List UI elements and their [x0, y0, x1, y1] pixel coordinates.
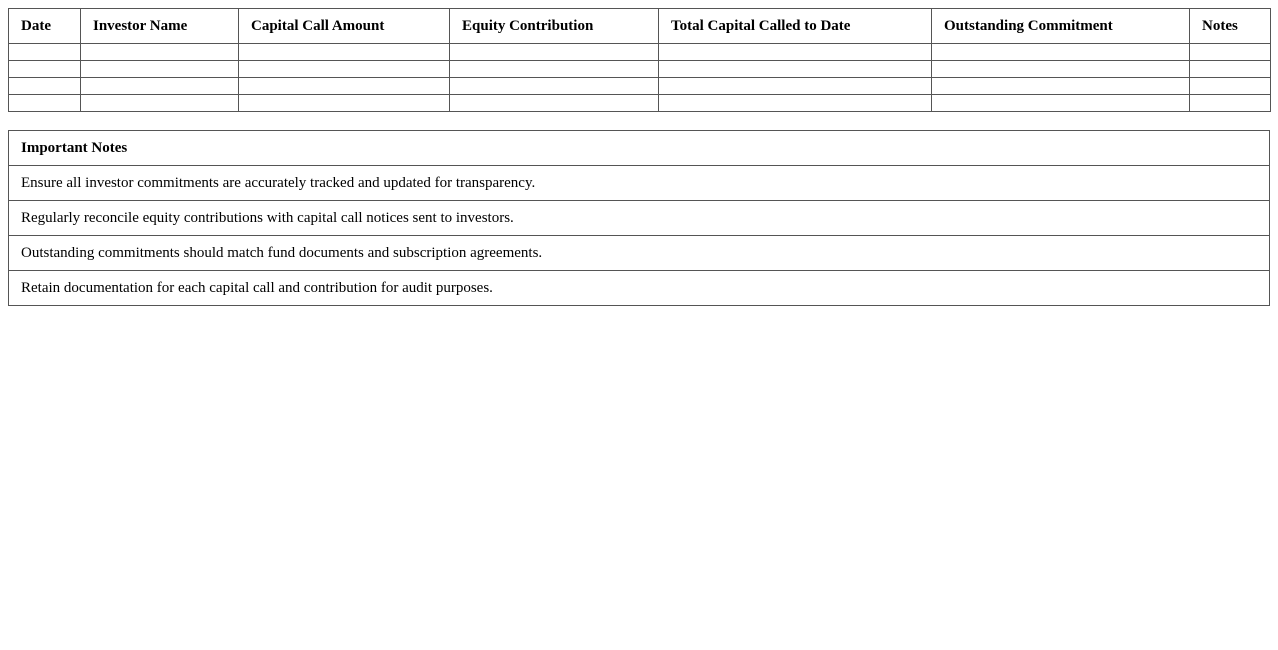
note-item: Regularly reconcile equity contributions with capital call notices sent to investors. [9, 201, 1270, 236]
table-row [9, 61, 1271, 78]
table-cell[interactable] [9, 61, 81, 78]
table-cell[interactable] [9, 78, 81, 95]
notes-title: Important Notes [9, 131, 1270, 166]
table-cell[interactable] [1190, 44, 1271, 61]
note-row [9, 201, 1270, 236]
table-cell[interactable] [1190, 78, 1271, 95]
notes-header-row [9, 131, 1270, 166]
table-cell[interactable] [932, 78, 1190, 95]
table-cell[interactable] [9, 44, 81, 61]
table-cell[interactable] [932, 95, 1190, 112]
note-item: Ensure all investor commitments are accurately tracked and updated for transparency. [9, 166, 1270, 201]
table-cell[interactable] [81, 95, 239, 112]
table-header-row [9, 9, 1271, 44]
table-cell[interactable] [239, 95, 450, 112]
table-cell[interactable] [81, 44, 239, 61]
note-row [9, 271, 1270, 306]
note-row [9, 166, 1270, 201]
column-header-capital-call-amount: Capital Call Amount [239, 9, 450, 44]
table-cell[interactable] [239, 78, 450, 95]
column-header-notes: Notes [1190, 9, 1271, 44]
column-header-total-capital-called: Total Capital Called to Date [659, 9, 932, 44]
table-row [9, 44, 1271, 61]
table-cell[interactable] [659, 61, 932, 78]
table-cell[interactable] [9, 95, 81, 112]
table-cell[interactable] [450, 44, 659, 61]
table-cell[interactable] [1190, 61, 1271, 78]
table-cell[interactable] [450, 61, 659, 78]
column-header-equity-contribution: Equity Contribution [450, 9, 659, 44]
table-cell[interactable] [239, 61, 450, 78]
column-header-outstanding-commitment: Outstanding Commitment [932, 9, 1190, 44]
note-item: Retain documentation for each capital call and contribution for audit purposes. [9, 271, 1270, 306]
table-cell[interactable] [932, 44, 1190, 61]
table-row [9, 78, 1271, 95]
note-row [9, 236, 1270, 271]
table-cell[interactable] [932, 61, 1190, 78]
table-cell[interactable] [1190, 95, 1271, 112]
table-cell[interactable] [659, 95, 932, 112]
table-cell[interactable] [659, 78, 932, 95]
table-cell[interactable] [81, 78, 239, 95]
table-cell[interactable] [450, 78, 659, 95]
capital-call-table [8, 8, 1271, 112]
table-cell[interactable] [81, 61, 239, 78]
column-header-date: Date [9, 9, 81, 44]
table-row [9, 95, 1271, 112]
table-cell[interactable] [450, 95, 659, 112]
important-notes-table [8, 130, 1270, 306]
table-cell[interactable] [239, 44, 450, 61]
table-cell[interactable] [659, 44, 932, 61]
note-item: Outstanding commitments should match fund documents and subscription agreements. [9, 236, 1270, 271]
column-header-investor-name: Investor Name [81, 9, 239, 44]
